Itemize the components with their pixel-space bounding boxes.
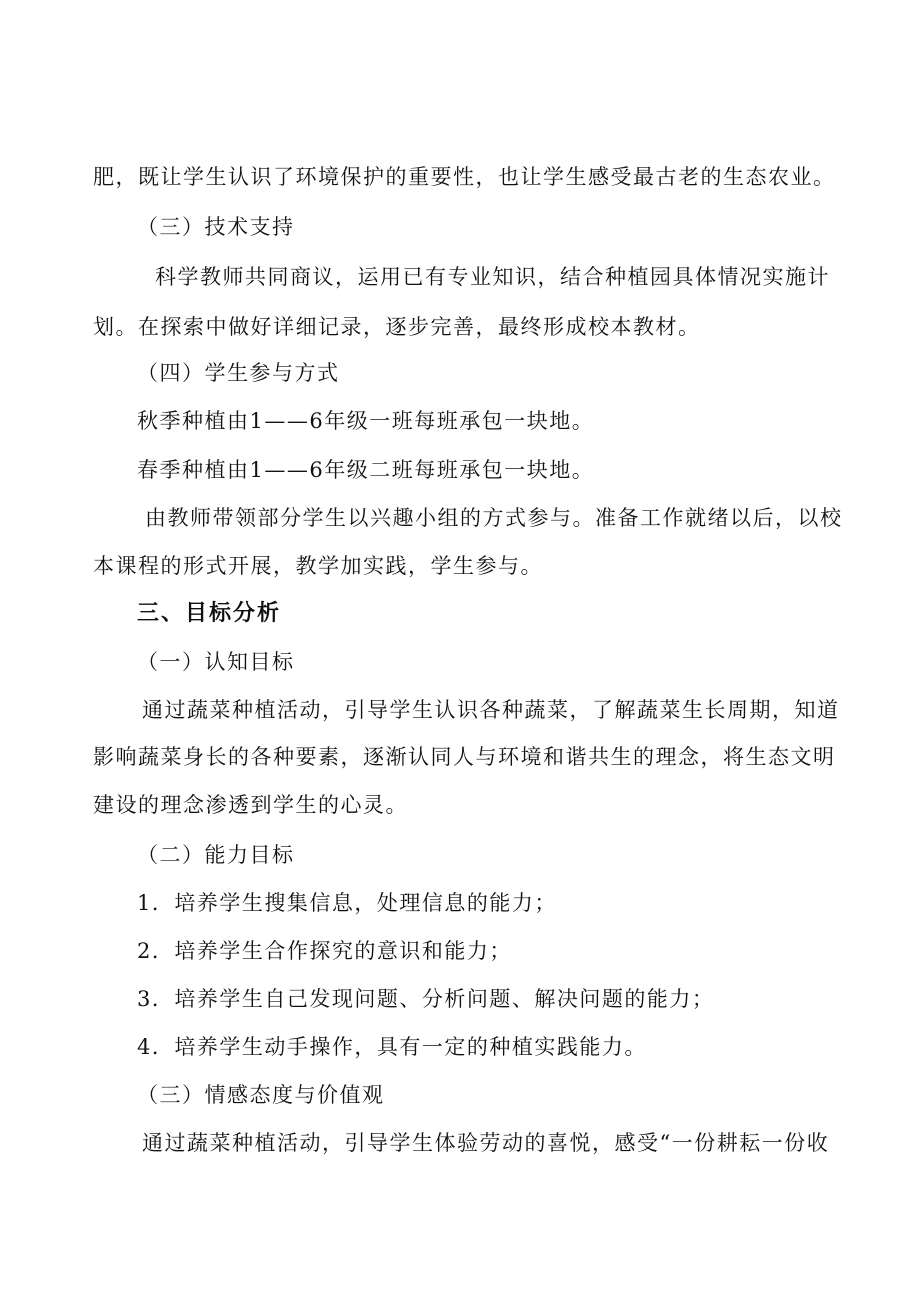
paragraph-line: 建设的理念渗透到学生的心灵。 — [93, 793, 408, 817]
section-heading: 三、目标分析 — [137, 601, 282, 626]
subheading: （一）认知目标 — [137, 650, 295, 674]
paragraph-line: 由教师带领部分学生以兴趣小组的方式参与。准备工作就绪以后，以校 — [145, 506, 843, 530]
subheading: （三）情感态度与价值观 — [137, 1083, 385, 1107]
subheading: （三）技术支持 — [137, 215, 295, 239]
paragraph-line: 肥，既让学生认识了环境保护的重要性，也让学生感受最古老的生态农业。 — [93, 165, 836, 189]
paragraph-line: 本课程的形式开展，教学加实践，学生参与。 — [93, 554, 543, 578]
subheading: （二）能力目标 — [137, 843, 295, 867]
paragraph-line: 科学教师共同商议，运用已有专业知识，结合种植园具体情况实施计 — [155, 265, 830, 289]
list-item: 1．培养学生搜集信息，处理信息的能力； — [137, 891, 557, 915]
paragraph-line: 通过蔬菜种植活动，引导学生认识各种蔬菜，了解蔬菜生长周期，知道 — [142, 698, 840, 722]
paragraph-line: 春季种植由1——6年级二班每班承包一块地。 — [137, 458, 595, 482]
paragraph-line: 划。在探索中做好详细记录，逐步完善，最终形成校本教材。 — [93, 315, 701, 339]
list-item: 2．培养学生合作探究的意识和能力； — [137, 939, 512, 963]
subheading: （四）学生参与方式 — [137, 361, 340, 385]
list-item: 3．培养学生自己发现问题、分析问题、解决问题的能力； — [137, 987, 715, 1011]
paragraph-line: 通过蔬菜种植活动，引导学生体验劳动的喜悦，感受“一份耕耘一份收 — [142, 1131, 830, 1155]
paragraph-line: 影响蔬菜身长的各种要素，逐渐认同人与环境和谐共生的理念，将生态文明 — [93, 745, 836, 769]
list-item: 4．培养学生动手操作，具有一定的种植实践能力。 — [137, 1035, 647, 1059]
paragraph-line: 秋季种植由1——6年级一班每班承包一块地。 — [137, 409, 595, 433]
